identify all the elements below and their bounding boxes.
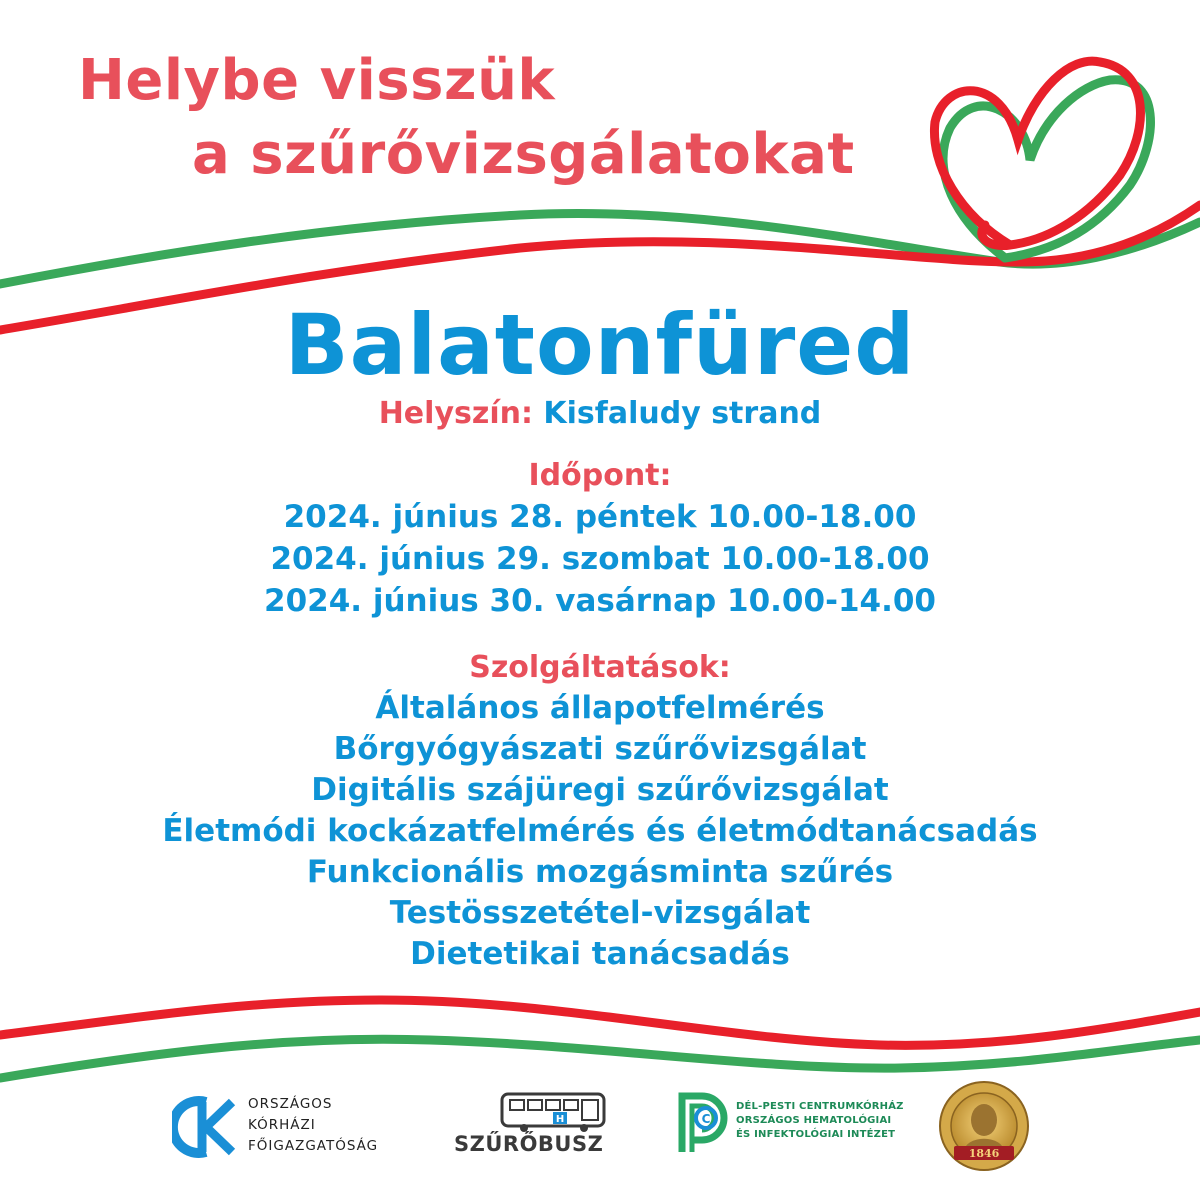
service-item: Funkcionális mozgásminta szűrés — [306, 854, 894, 890]
okf-logo-icon — [172, 1094, 242, 1160]
headline-line-1: Helybe visszük — [78, 48, 556, 113]
bus-icon — [498, 1090, 610, 1134]
dpc-logo-icon — [676, 1090, 730, 1156]
services-heading: Szolgáltatások: — [469, 650, 731, 685]
kaposi-seal-icon — [938, 1080, 1030, 1172]
okf-line: FŐIGAZGATÓSÁG — [248, 1138, 379, 1154]
dpc-line: ORSZÁGOS HEMATOLÓGIAI — [736, 1115, 892, 1126]
service-item: Dietetikai tanácsadás — [410, 936, 790, 972]
schedule-date: 2024. június 28. péntek 10.00-18.00 — [283, 499, 917, 535]
services-section — [0, 648, 1200, 975]
bus-logo-label: SZŰRŐBUSZ — [454, 1132, 604, 1156]
schedule-date: 2024. június 29. szombat 10.00-18.00 — [270, 541, 930, 577]
top-green-ribbon — [0, 213, 1200, 284]
okf-line: ORSZÁGOS — [248, 1096, 333, 1112]
okf-line: KÓRHÁZI — [248, 1117, 316, 1133]
headline-line-2: a szűrővizsgálatokat — [192, 122, 855, 187]
service-item: Digitális szájüregi szűrővizsgálat — [311, 772, 889, 808]
schedule-section — [0, 456, 1200, 622]
service-item: Életmódi kockázatfelmérés és életmódtanácsadás — [162, 813, 1038, 849]
dpc-line: DÉL-PESTI CENTRUMKÓRHÁZ — [736, 1101, 904, 1112]
bottom-green-ribbon — [0, 1039, 1200, 1078]
venue-line — [0, 396, 1200, 431]
svg-text:H: H — [555, 1114, 565, 1125]
svg-text:C: C — [701, 1112, 711, 1126]
dpc-logo-text — [736, 1100, 904, 1142]
dpc-line: ÉS INFEKTOLÓGIAI INTÉZET — [736, 1129, 896, 1140]
logo-row — [0, 1080, 1200, 1180]
venue-label: Helyszín: — [378, 396, 533, 431]
city-title: Balatonfüred — [284, 296, 916, 394]
service-item: Általános állapotfelmérés — [375, 690, 825, 726]
bottom-red-ribbon — [0, 1000, 1200, 1045]
venue-value: Kisfaludy strand — [543, 396, 822, 431]
service-item: Bőrgyógyászati szűrővizsgálat — [333, 731, 867, 767]
kaposi-year: 1846 — [968, 1147, 1000, 1160]
schedule-heading: Időpont: — [528, 458, 672, 493]
service-item: Testösszetétel-vizsgálat — [389, 895, 811, 931]
schedule-date: 2024. június 30. vasárnap 10.00-14.00 — [264, 583, 936, 619]
okf-logo-text — [248, 1094, 378, 1157]
